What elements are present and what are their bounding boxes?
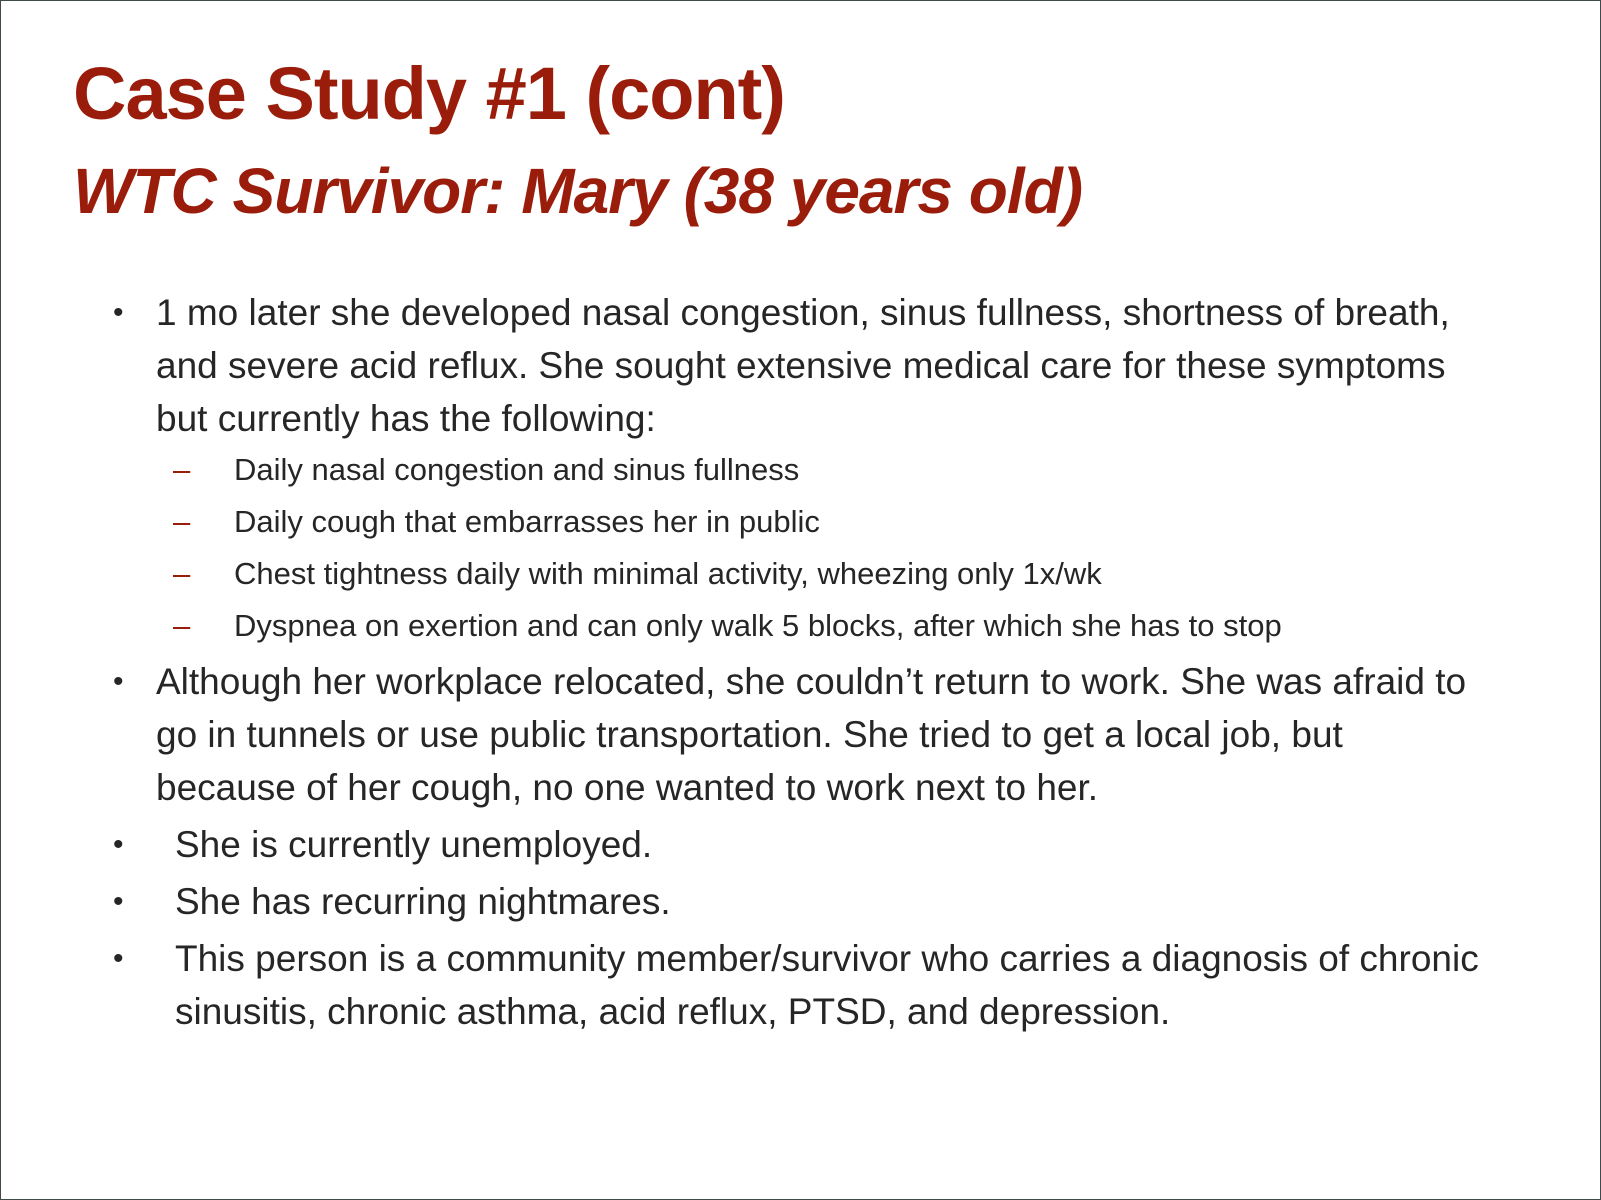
slide-subtitle: WTC Survivor: Mary (38 years old) — [73, 155, 1083, 227]
bullet-item — [1, 286, 1481, 649]
sub-item — [1, 551, 1481, 597]
sub-item-text: Chest tightness daily with minimal activity, wheezing only 1x/wk — [234, 556, 1102, 591]
sub-item-text: Daily cough that embarrasses her in public — [234, 504, 820, 539]
dash-icon: – — [173, 556, 191, 591]
bullet-item — [1, 655, 1481, 814]
bullet-icon: • — [113, 942, 124, 975]
sub-item-text: Daily nasal congestion and sinus fullness — [234, 452, 800, 487]
sub-item — [1, 603, 1481, 649]
bullet-icon: • — [113, 828, 124, 861]
bullet-list — [1, 286, 1481, 1038]
bullet-item — [1, 875, 1481, 928]
sub-item-text: Dyspnea on exertion and can only walk 5 blocks, after which she has to stop — [234, 608, 1282, 643]
sub-item — [1, 499, 1481, 545]
bullet-text: She is currently unemployed. — [175, 824, 653, 865]
bullet-icon: • — [113, 885, 124, 918]
dash-icon: – — [173, 504, 191, 539]
bullet-icon: • — [113, 665, 124, 698]
bullet-item — [1, 818, 1481, 871]
bullet-text: Although her workplace relocated, she couldn’t return to work. She was afraid to go in tunnels or use public transportation. She tried to get a local job, but because of her cough, no one wanted to work next to her. — [156, 661, 1467, 808]
slide-title: Case Study #1 (cont) — [73, 52, 785, 135]
bullet-icon: • — [113, 296, 124, 329]
bullet-item — [1, 932, 1481, 1038]
bullet-text: She has recurring nightmares. — [175, 881, 671, 922]
dash-icon: – — [173, 608, 191, 643]
sub-item — [1, 447, 1481, 493]
dash-icon: – — [173, 452, 191, 487]
sub-list — [156, 447, 1481, 649]
bullet-text: 1 mo later she developed nasal congestion, sinus fullness, shortness of breath, and severe acid reflux. She sought extensive medical care for these symptoms but currently has the following: — [156, 292, 1450, 439]
bullet-text: This person is a community member/survivor who carries a diagnosis of chronic sinusitis, chronic asthma, acid reflux, PTSD, and depression. — [175, 938, 1479, 1032]
